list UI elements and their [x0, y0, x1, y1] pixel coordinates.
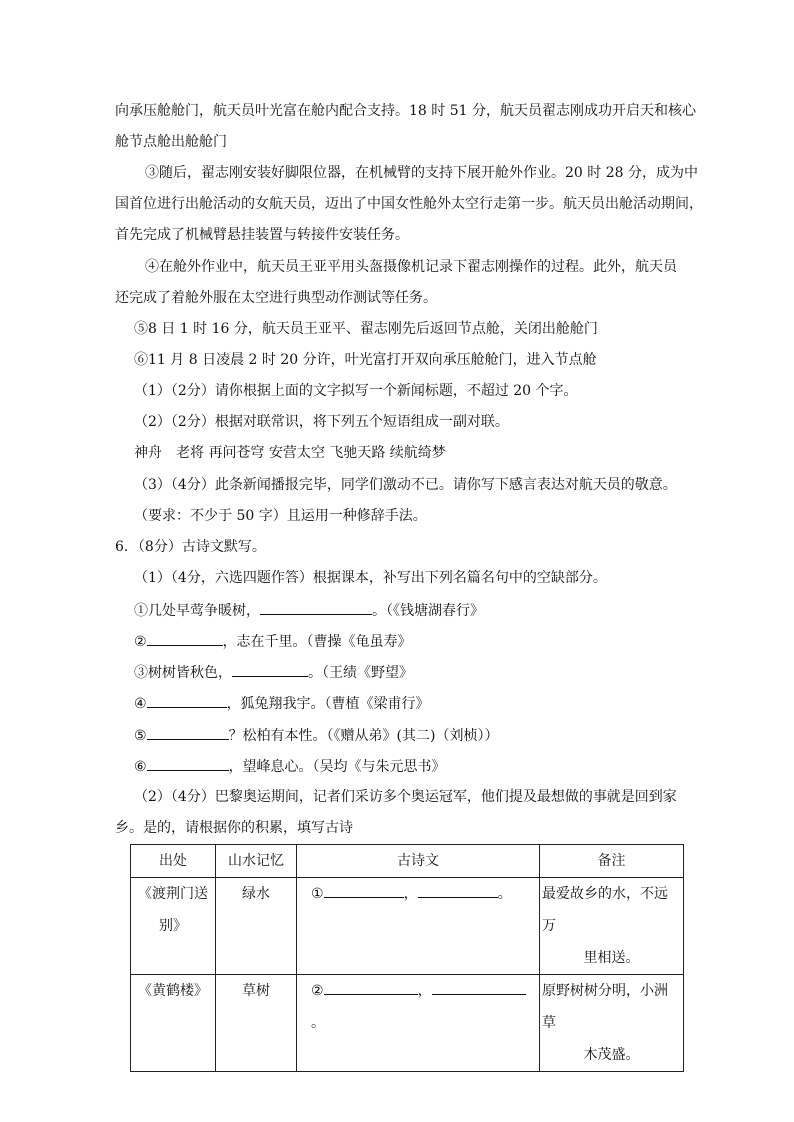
- source-line: 《渡荆门送: [138, 886, 208, 902]
- passage-paragraph-4: ④在舱外作业中，航天员王亚平用头盔摄像机记录下翟志刚操作的过程。此外，航天员: [145, 259, 677, 275]
- source-line: 别》: [159, 918, 187, 934]
- answer-blank[interactable]: [147, 631, 223, 646]
- passage-line: 还完成了着舱外服在太空进行典型动作测试等任务。: [115, 290, 437, 306]
- source-line: 《黄鹤楼》: [138, 983, 208, 999]
- cell-note: [540, 878, 684, 975]
- recitation-item: [134, 756, 446, 777]
- question-1: （1）（2分）请你根据上面的文字拟写一个新闻标题，不超过 20 个字。: [134, 383, 578, 399]
- section-6-sub-1: （1）（4分，六选四题作答）根据课本，补写出下列名篇名句中的空缺部分。: [134, 570, 607, 586]
- poem-table: [130, 844, 684, 1072]
- item-prefix: ⑤: [134, 728, 147, 744]
- answer-blank[interactable]: [432, 980, 526, 995]
- item-marker: ①: [311, 886, 324, 902]
- cell-memory: 草树: [216, 975, 297, 1072]
- header-memory: 山水记忆: [216, 845, 297, 878]
- item-prefix: ④: [134, 696, 147, 712]
- recitation-item: [134, 662, 413, 683]
- answer-blank[interactable]: [260, 600, 372, 615]
- header-note: 备注: [540, 845, 684, 878]
- cell-source: [131, 878, 216, 975]
- passage-line: 国首位进行出舱活动的女航天员，迈出了中国女性舱外太空行走第一步。航天员出舱活动期间，: [115, 196, 703, 212]
- answer-blank[interactable]: [147, 693, 227, 708]
- separator: ，: [403, 886, 418, 902]
- item-suffix: 。（王绩《野望》: [308, 665, 413, 681]
- item-suffix: ？松柏有本性。（《赠从弟》(其二)（刘桢））: [228, 728, 499, 744]
- end-mark: 。: [311, 1015, 325, 1031]
- item-suffix: ，望峰息心。（吴均《与朱元思书》: [228, 759, 446, 775]
- question-3: （3）（4分）此条新闻播报完毕，同学们激动不已。请你写下感言表达对航天员的敬意。: [134, 477, 677, 493]
- answer-blank[interactable]: [324, 883, 404, 898]
- separator: ，: [417, 983, 432, 999]
- passage-line: 向承压舱舱门，航天员叶光富在舱内配合支持。18 时 51 分，航天员翟志刚成功开启天和核心: [115, 103, 696, 119]
- answer-blank[interactable]: [232, 662, 308, 677]
- table-row: [131, 975, 684, 1072]
- header-poem: 古诗文: [297, 845, 540, 878]
- answer-blank[interactable]: [418, 883, 498, 898]
- item-prefix: ③树树皆秋色，: [134, 665, 232, 681]
- answer-blank[interactable]: [147, 756, 229, 771]
- table-row: [131, 878, 684, 975]
- item-suffix: ，狐兔翔我宇。（曹植《梁甫行》: [226, 696, 430, 712]
- end-mark: 。: [497, 886, 512, 902]
- recitation-item: [134, 693, 430, 714]
- cell-memory: 绿水: [216, 878, 297, 975]
- answer-blank[interactable]: [324, 980, 418, 995]
- recitation-item: [134, 631, 412, 652]
- answer-blank[interactable]: [147, 725, 229, 740]
- item-prefix: ⑥: [134, 759, 147, 775]
- note-line: 最爱故乡的水，不远万: [542, 886, 668, 934]
- recitation-item: [134, 725, 499, 746]
- note-line: 里相送。: [583, 950, 640, 966]
- cell-source: [131, 975, 216, 1072]
- couplet-phrases: 神舟 老将 再问苍穹 安营太空 飞驰天路 续航绮梦: [134, 445, 446, 461]
- note-line: 木茂盛。: [583, 1047, 640, 1063]
- cell-poem: [297, 878, 540, 975]
- section-6-sub-2: （2）（4分）巴黎奥运期间，记者们采访多个奥运冠军，他们提及最想做的事就是回到家: [134, 789, 677, 805]
- item-suffix: 。（《钱塘湖春行》: [372, 603, 484, 619]
- item-marker: ②: [311, 983, 324, 999]
- cell-poem: [297, 975, 540, 1072]
- passage-paragraph-5: ⑤8 日 1 时 16 分，航天员王亚平、翟志刚先后返回节点舱，关闭出舱舱门: [134, 321, 598, 337]
- question-2: （2）（2分）根据对联常识，将下列五个短语组成一副对联。: [134, 414, 509, 430]
- passage-paragraph-3: ③随后，翟志刚安装好脚限位器，在机械臂的支持下展开舱外作业。20 时 28 分，成为中: [145, 165, 698, 181]
- cell-note: [540, 975, 684, 1072]
- item-prefix: ①几处早莺争暖树，: [134, 603, 260, 619]
- section-6-title: 6．（8分）古诗文默写。: [115, 539, 266, 555]
- table-header-row: [131, 845, 684, 878]
- note-line: 原野树树分明，小洲草: [542, 983, 668, 1031]
- question-3-requirement: （要求：不少于 50 字）且运用一种修辞手法。: [134, 508, 427, 524]
- header-source: 出处: [131, 845, 216, 878]
- passage-line: 首先完成了机械臂悬挂装置与转接件安装任务。: [115, 227, 409, 243]
- passage-paragraph-6: ⑥11 月 8 日凌晨 2 时 20 分许，叶光富打开双向承压舱舱门，进入节点舱: [134, 352, 597, 368]
- section-6-sub-2-cont: 乡。是的，请根据你的积累，填写古诗: [115, 820, 353, 836]
- recitation-item: [134, 600, 484, 621]
- passage-line: 舱节点舱出舱舱门: [115, 134, 227, 150]
- item-prefix: ②: [134, 634, 147, 650]
- item-suffix: ，志在千里。（曹操《龟虽寿》: [222, 634, 412, 650]
